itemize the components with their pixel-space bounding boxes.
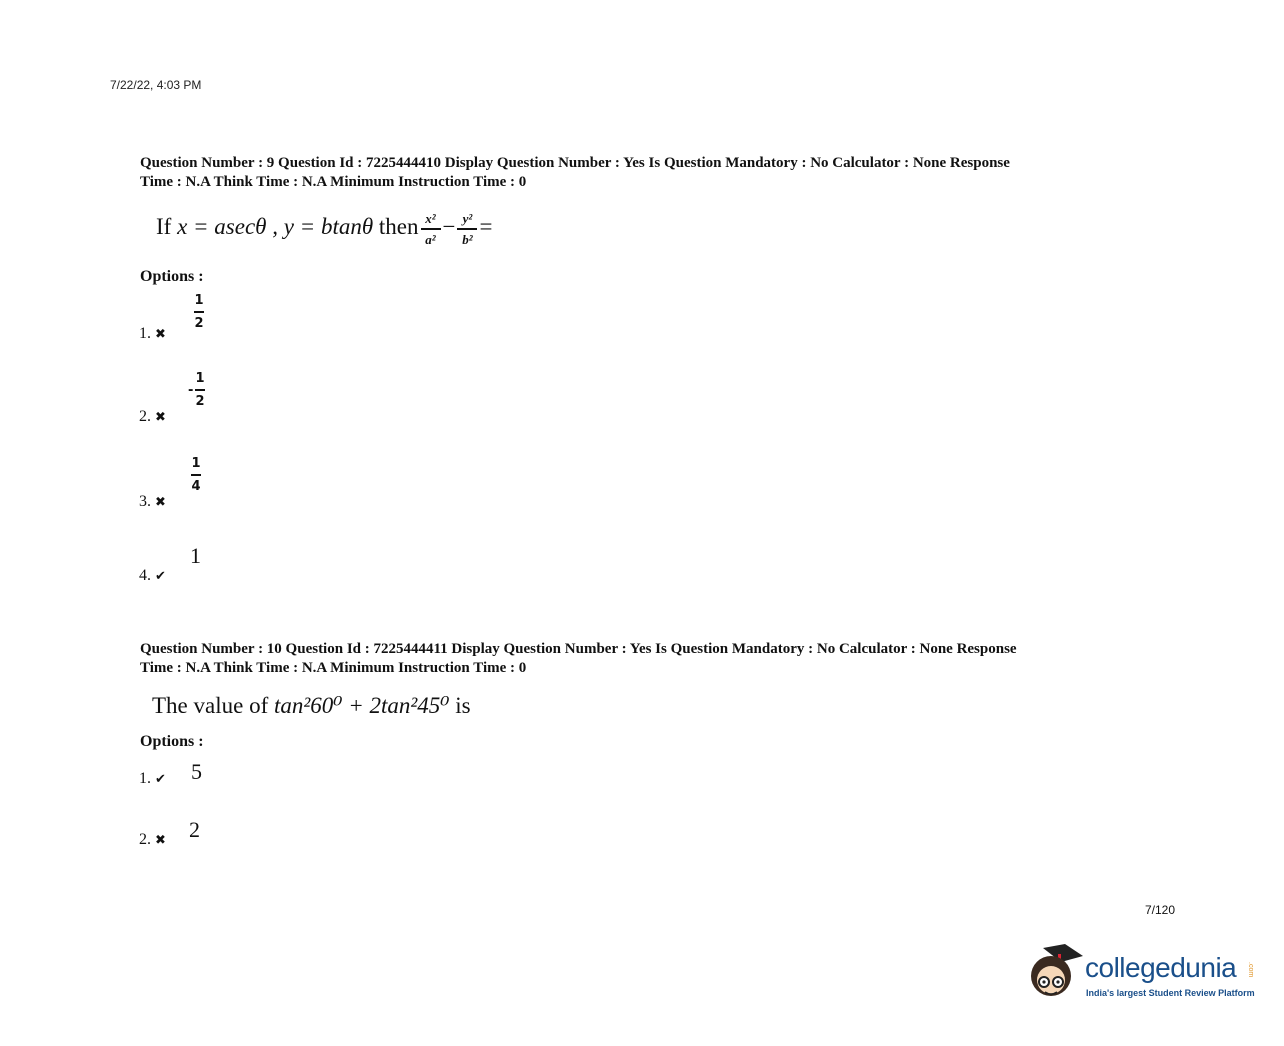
wrong-mark-icon: ✖ (155, 410, 166, 425)
mascot-icon (1025, 940, 1085, 1010)
q9-option-1-fraction (194, 294, 204, 330)
q10-meta-line2: Time : N.A Think Time : N.A Minimum Instruction Time : 0 (140, 660, 527, 676)
q9-option-1-number: 1. (139, 325, 151, 342)
q10-option-2-number: 2. (139, 831, 151, 848)
q9-meta-line1: Question Number : 9 Question Id : 7225444410 Display Question Number : Yes Is Question Mandatory : No Calculator : None Response (140, 155, 1010, 171)
q9-then: then (378, 214, 419, 240)
q10-option-1 (139, 770, 166, 788)
q9-minus: − (442, 214, 456, 240)
q10-meta-line1: Question Number : 10 Question Id : 7225444411 Display Question Number : Yes Is Question Mandatory : No Calculator : None Response (140, 641, 1017, 657)
q9-option-2 (139, 408, 166, 426)
q9-option-2-sign: - (188, 383, 194, 398)
q9-option-2-denominator: 2 (195, 394, 205, 409)
q10-option-2-value: 2 (189, 817, 200, 842)
q10-prefix: The value of (152, 693, 269, 718)
q9-frac-x-den: a² (425, 231, 436, 247)
q9-option-4 (139, 567, 166, 585)
wrong-mark-icon: ✖ (155, 833, 166, 848)
brand-tagline: India's largest Student Review Platform (1086, 988, 1255, 998)
correct-check-icon: ✔ (155, 772, 166, 787)
correct-check-icon: ✔ (155, 569, 166, 584)
q9-option-3-number: 3. (139, 493, 151, 510)
wrong-mark-icon: ✖ (155, 327, 166, 342)
q10-expression: tan²60⁰ + 2tan²45⁰ (273, 693, 450, 718)
q9-option-1 (139, 325, 166, 343)
q9-option-4-number: 4. (139, 567, 151, 584)
q9-frac-x (421, 212, 441, 246)
q9-option-4-value: 1 (190, 543, 201, 568)
q9-option-3 (139, 493, 166, 511)
q9-options-label: Options : (140, 268, 204, 285)
q10-question-text (152, 693, 471, 719)
q9-meta (140, 154, 1180, 192)
q10-option-2 (139, 831, 166, 849)
q9-equals: = (479, 214, 493, 240)
page-number: 7/120 (1145, 903, 1176, 917)
q9-frac-y-num: y² (462, 211, 473, 226)
q9-option-3-fraction (191, 457, 201, 493)
wrong-mark-icon: ✖ (155, 495, 166, 510)
q9-option-1-denominator: 2 (194, 316, 204, 331)
q9-option-2-fraction (195, 372, 205, 408)
q9-frac-y-den: b² (462, 231, 473, 247)
q9-option-1-numerator: 1 (194, 293, 204, 308)
timestamp: 7/22/22, 4:03 PM (110, 78, 202, 92)
collegedunia-logo (1025, 940, 1255, 1010)
q9-option-3-denominator: 4 (191, 479, 201, 494)
q9-frac-x-num: x² (425, 211, 436, 226)
q9-question-text (156, 212, 492, 246)
q9-option-2-numerator: 1 (195, 371, 205, 386)
brand-suffix: .com (1247, 962, 1254, 978)
q9-meta-line2: Time : N.A Think Time : N.A Minimum Instruction Time : 0 (140, 174, 527, 190)
q9-frac-y (457, 212, 477, 246)
q9-option-2-number: 2. (139, 408, 151, 425)
q10-option-1-number: 1. (139, 770, 151, 787)
q10-meta (140, 640, 1180, 678)
q10-options-label: Options : (140, 733, 204, 750)
q9-expression: x = asecθ , y = btanθ (177, 214, 374, 240)
q9-if: If (156, 214, 172, 240)
q10-suffix: is (455, 693, 471, 718)
brand-name: collegedunia (1085, 952, 1237, 983)
q10-option-1-value: 5 (191, 759, 202, 784)
q9-option-3-numerator: 1 (191, 456, 201, 471)
